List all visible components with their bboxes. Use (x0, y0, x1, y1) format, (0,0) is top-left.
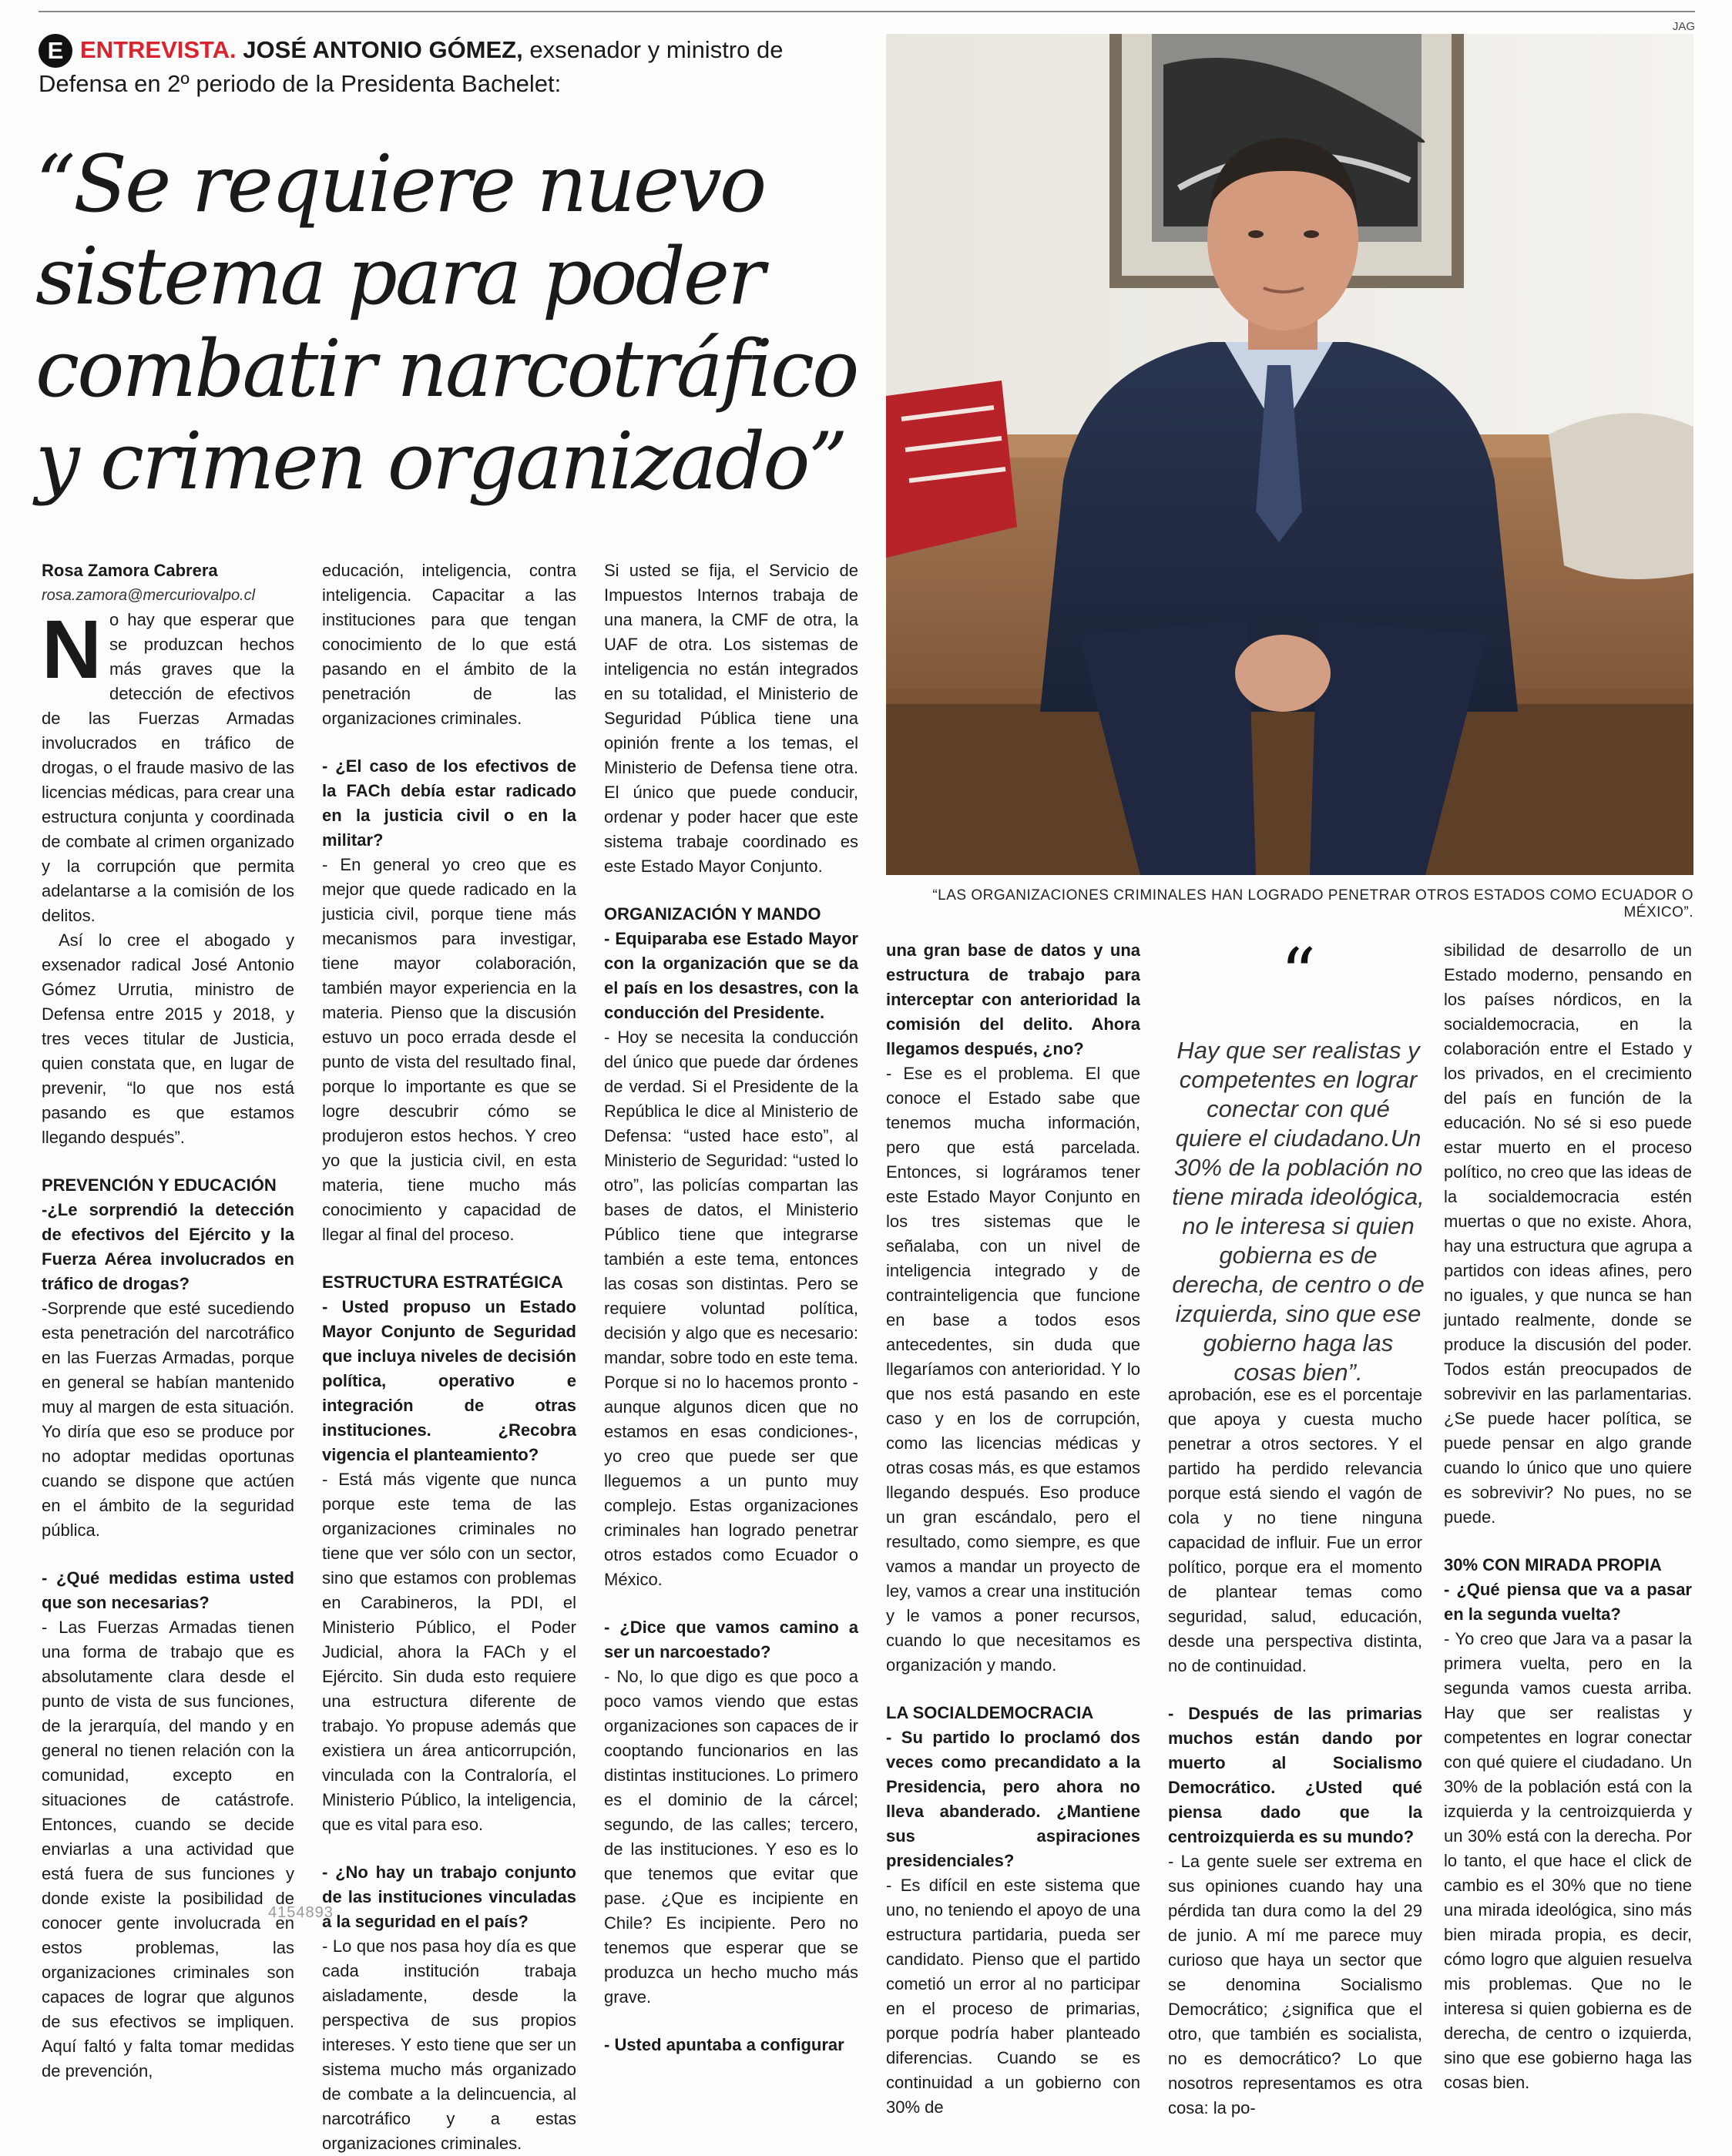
pull-quote-text: Hay que ser realistas y competentes en lograr conectar con qué quiere el ciudadano.Un 30% de la población no tiene mirada ideológica, no le interesa si quien gobierna es de derecha, de centro o de izquierda, sino que ese gobierno haga las cosas bien”. (1172, 1037, 1425, 1386)
quote-mark-icon: “ (1280, 934, 1316, 1014)
answer: - Las Fuerzas Armadas tienen una forma de trabajo que es absolutamente clara desde el punto de vista de sus funciones, de la jerarquía, del mando y en general no tienen relación con la comunidad, excepto en situaciones de catástrofe. Entonces, cuando se decide enviarlas a una actividad que está fuera de sus funciones y donde existe la posibilidad de conocer gente involucrada en estos problemas, las organizaciones criminales son capaces de lograr que algunos de sus efectivos se impliquen. Aquí faltó y falta tomar medidas de prevención, (42, 1618, 294, 2081)
question: - ¿El caso de los efectivos de la FACh debía estar radicado en la justicia civil o en la militar? (322, 756, 576, 850)
question: una gran base de datos y una estructura de trabajo para interceptar con anterioridad la comisión del delito. Ahora llegamos después, ¿no? (886, 941, 1140, 1058)
interviewee-name: JOSÉ ANTONIO GÓMEZ, (243, 36, 523, 63)
question: - ¿Dice que vamos camino a ser un narcoestado? (604, 1618, 858, 1661)
pull-quote (1171, 934, 1425, 1387)
column-5 (1168, 1383, 1422, 2121)
question: - ¿Qué medidas estima usted que son necesarias? (42, 1568, 294, 1612)
byline-email: rosa.zamora@mercuriovalpo.cl (42, 587, 256, 604)
headline: “Se requiere nuevo sistema para poder combatir narcotráfico y crimen organizado” (35, 139, 858, 508)
question: - Usted apuntaba a configurar (604, 2035, 844, 2054)
section-heading: ORGANIZACIÓN Y MANDO (604, 904, 821, 924)
question: - Su partido lo proclamó dos veces como precandidato a la Presidencia, pero ahora no lleva abanderado. ¿Mantiene sus aspiraciones presidenciales? (886, 1728, 1140, 1870)
interviewee-desc: exsenador y ministro de Defensa en 2º periodo de la Presidenta Bachelet: (39, 36, 784, 97)
watermark: 4154893 (268, 1904, 334, 1921)
answer: - Está más vigente que nunca porque este tema de las organizaciones criminales no tiene que ver sólo con un sector, sino que estamos con problemas en Carabineros, la PDI, el Ministerio Público, el Poder Judicial, ahora la FACh y el Ejército. Sin duda esto requiere una estructura diferente de trabajo. Yo propuse además que existiera un área anticorrupción, vinculada con la Contraloría, el Ministerio Público, la inteligencia, que es vital para eso. (322, 1470, 576, 1834)
question: - Usted propuso un Estado Mayor Conjunto de Seguridad que incluya niveles de decisión política, operativo e integración de otras instituciones. ¿Recobra vigencia el planteamiento? (322, 1297, 576, 1464)
interviewee-photo (886, 34, 1693, 875)
top-rule (39, 11, 1695, 12)
answer: educación, inteligencia, contra inteligencia. Capacitar a las instituciones para que tengan conocimiento de lo que está pasando en el ámbito de la penetración de las organizaciones criminales. (322, 561, 576, 728)
section-badge: E (39, 34, 72, 68)
answer: - No, lo que digo es que poco a poco vamos viendo que estas organizaciones son capaces de ir cooptando funcionarios en las distintas instituciones. Lo primero es el dominio de la cárcel; segundo, de las calles; tercero, de las instituciones. Y eso es lo que tenemos que evitar que pase. ¿Que es incipiente en Chile? Es incipiente. Pero no tenemos que esperar que se produzca un hecho mucho más grave. (604, 1667, 858, 2007)
photo-credit: JAG (1672, 20, 1695, 33)
paragraph: Así lo cree el abogado y exsenador radical José Antonio Gómez Urrutia, ministro de Defensa entre 2015 y 2018, y tres veces titular de Justicia, quien constata que, en lugar de prevenir, “lo que nos está pasando es que estamos llegando después”. (42, 930, 294, 1147)
section-heading: 30% CON MIRADA PROPIA (1444, 1555, 1662, 1574)
section-label: ENTREVISTA. (80, 36, 237, 63)
question: - ¿Qué piensa que va a pasar en la segunda vuelta? (1444, 1580, 1692, 1624)
lead-paragraph: o hay que esperar que se produzcan hechos más graves que la detección de efectivos de las Fuerzas Armadas involucrados en tráfico de drogas, o el fraude masivo de las licencias médicas, para crear una estructura conjunta y coordinada de combate al crimen organizado y la corrupción que permita adelantarse a la comisión de los delitos. (42, 610, 294, 925)
answer: sibilidad de desarrollo de un Estado moderno, pensando en los países nórdicos, en la socialdemocracia, en la colaboración entre el Estado y los privados, en el crecimiento del país en función de la educación. No sé si eso puede estar muerto en el proceso político, no creo que las ideas de la socialdemocracia estén muertas o que no existe. Ahora, hay una estructura que agrupa a partidos con ideas afines, pero no iguales, y que nunca se han juntado realmente, donde se produce la discusión del poder. Todos están preocupados de sobrevivir en las parlamentarias. ¿Se puede hacer política, se puede pensar en algo grande cuando lo único que uno quiere es sobrevivir? No pues, no se puede. (1444, 941, 1692, 1527)
column-1 (42, 558, 294, 2084)
answer: -Sorprende que esté sucediendo esta penetración del narcotráfico en las Fuerzas Armadas, porque en general se habían mantenido muy al margen de esta situación. Yo diría que eso se produce por no adoptar medidas oportunas cuando se dispone que actúen en el ámbito de la seguridad pública. (42, 1299, 294, 1540)
column-3 (604, 558, 858, 2057)
answer: - Lo que nos pasa hoy día es que cada institución trabaja aisladamente, desde la perspectiva de sus propios intereses. Y esto tiene que ser un sistema mucho más organizado de combate a la delincuencia, al narcotráfico y a estas organizaciones criminales. (322, 1936, 576, 2153)
question: - Después de las primarias muchos están dando por muerto al Socialismo Democrático. ¿Usted qué piensa dado que la centroizquierda es su mundo? (1168, 1704, 1422, 1846)
section-heading: LA SOCIALDEMOCRACIA (886, 1703, 1094, 1722)
photo-caption: “LAS ORGANIZACIONES CRIMINALES HAN LOGRADO PENETRAR OTROS ESTADOS COMO ECUADOR O MÉXICO”. (932, 887, 1693, 920)
column-2 (322, 558, 576, 2156)
column-4 (886, 938, 1140, 2120)
answer: - Es difícil en este sistema que uno, no teniendo el apoyo de una estructura partidaria, pueda ser candidato. Pienso que el partido cometió un error al no participar en el proceso de primarias, porque podría haber planteado diferencias. Cuando se es continuidad a un gobierno con 30% de (886, 1876, 1140, 2117)
answer: - Yo creo que Jara va a pasar la primera vuelta, pero en la segunda vamos cuesta arriba. Hay que ser realistas y competentes en lograr conectar con qué quiere el ciudadano. Un 30% de la población está con la izquierda y la centroizquierda y un 30% está con la derecha. Por lo tanto, el que hace el click de cambio es el 30% que no tiene una mirada ideológica, sino más bien mirada propia, es decir, cómo logro que alguien resuelva mis problemas. Que no le interesa si quien gobierna es de derecha, de centro o izquierda, sino que ese gobierno haga las cosas bien. (1444, 1629, 1692, 2092)
answer: Si usted se fija, el Servicio de Impuestos Internos trabaja de una manera, la CMF de otra, la UAF de otra. Los sistemas de inteligencia no están integrados en su totalidad, el Ministerio de Seguridad Pública tiene una opinión frente a los temas, el Ministerio de Defensa tiene otra. El único que puede conducir, ordenar y poder hacer que este sistema trabaje coordinado es este Estado Mayor Conjunto. (604, 561, 858, 876)
question: -¿Le sorprendió la detección de efectivos del Ejército y la Fuerza Aérea involucrados en tráfico de drogas? (42, 1200, 294, 1293)
kicker (39, 34, 855, 100)
answer: - La gente suele ser extrema en sus opiniones cuando hay una pérdida tan dura como la del 29 de junio. A mí me parece muy curioso que haya un sector que se denomina Socialismo Democrático; ¿significa que el otro, que también es socialista, no es democrático? Lo que nosotros representamos es otra cosa: la po- (1168, 1852, 1422, 2117)
question: - Equiparaba ese Estado Mayor con la organización que se da el país en los desastres, con la conducción del Presidente. (604, 929, 858, 1022)
answer: - En general yo creo que es mejor que quede radicado en la justicia civil, porque tiene más mecanismos para investigar, tiene mayor colaboración, también mayor experiencia en la materia. Pienso que la discusión estuvo un poco errada desde el punto de vista del resultado final, porque lo importante es que se logre descubrir cómo se produjeron estos hechos. Y creo yo que la justicia civil, en esta materia, tiene mucho más conocimiento y capacidad de llegar al final del proceso. (322, 855, 576, 1244)
column-6 (1444, 938, 1692, 2095)
answer: - Ese es el problema. El que conoce el Estado sabe que tenemos mucha información, pero que está parcelada. Entonces, si lográramos tener este Estado Mayor Conjunto en los tres sistemas que le señalaba, con un nivel de inteligencia integrado y de contrainteligencia que funcione en base a todos esos antecedentes, sin duda que llegaríamos con anterioridad. Y lo que nos está pasando en este caso y en los de corrupción, como las licencias médicas y otras cosas más, es que estamos llegando después. Eso produce un gran escándalo, pero el resultado, como siempre, es que vamos a mandar un proyecto de ley, vamos a crear una institución y le vamos a poner recursos, cuando lo que necesitamos es organización y mando. (886, 1064, 1140, 1675)
byline-name: Rosa Zamora Cabrera (42, 561, 218, 580)
section-heading: PREVENCIÓN Y EDUCACIÓN (42, 1175, 277, 1195)
section-heading: ESTRUCTURA ESTRATÉGICA (322, 1272, 563, 1292)
question: - ¿No hay un trabajo conjunto de las instituciones vinculadas a la seguridad en el país? (322, 1863, 576, 1931)
answer: - Hoy se necesita la conducción del único que puede dar órdenes de verdad. Si el Presidente de la República le dice al Ministerio de Defensa: “usted hace esto”, al Ministerio de Seguridad: “usted lo otro”, las policías compartan las bases de datos, el Ministerio Público tiene que integrarse también a este tema, entonces las cosas son distintas. Pero se requiere voluntad política, decisión y algo que es necesario: mandar, sobre todo en este tema. Porque si no lo hacemos pronto -aunque algunos dicen que no estamos en esas condiciones-, yo creo que puede ser que lleguemos a un punto muy complejo. Estas organizaciones criminales han logrado penetrar otros estados como Ecuador o México. (604, 1028, 858, 1589)
drop-cap: N (42, 602, 102, 696)
answer: aprobación, ese es el porcentaje que apoya y cuesta mucho penetrar a otros sectores. Y el partido ha perdido relevancia porque está siendo el vagón de cola y no tiene ninguna capacidad de influir. Fue un error político, porque era el momento de plantear temas como seguridad, salud, educación, desde una perspectiva distinta, no de continuidad. (1168, 1385, 1422, 1675)
